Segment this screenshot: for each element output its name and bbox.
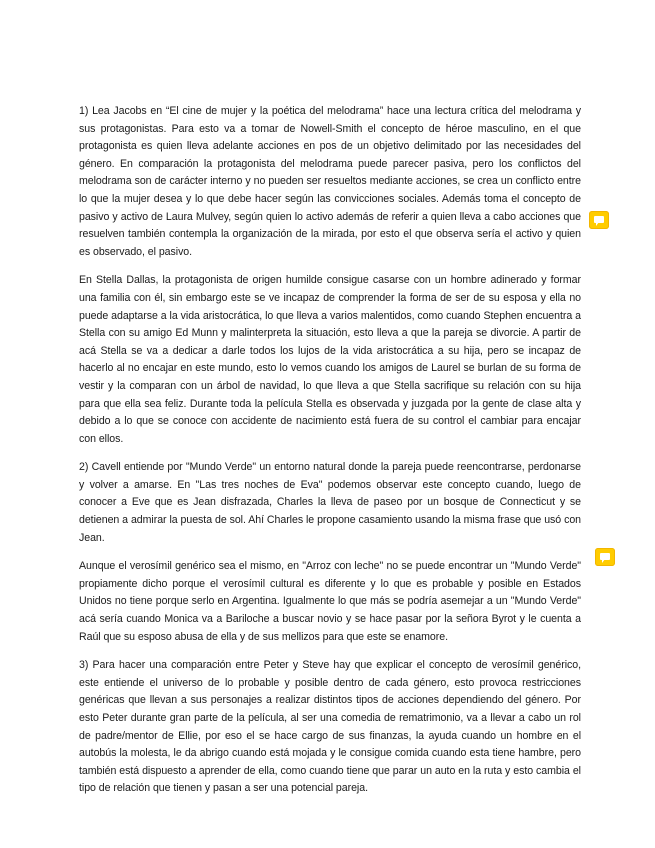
document-body xyxy=(79,103,581,809)
comment-icon[interactable] xyxy=(595,548,615,566)
paragraph-2: En Stella Dallas, la protagonista de origen humilde consigue casarse con un hombre adinerado y formar una familia con él, sin embargo este se ve incapaz de comprender la forma de ser de su esposa y ella no puede adaptarse a la vida aristocrática, lo que lleva a varios malentidos, como cuando Stephen encuentra a Stella con su amigo Ed Munn y malinterpreta la situación, esto lleva a que la pareja se divorcie. A partir de acá Stella se va a dedicar a darle todos los lujos de la vida aristocrática a su hija, pero se incapaz de hacerlo al no encajar en este mundo, esto lo vemos cuando los amigos de Laurel se burlan de su forma de vestir y la comparan con un árbol de navidad, lo que lleva a que Stella sacrifique su relación con su hija para que ella sea feliz. Durante toda la película Stella es observada y juzgada por la gente de clase alta y debido a lo que se conoce con accidente de nacimiento está fuera de su control el cambiar para encajar con ellos. xyxy=(79,274,581,445)
comment-icon[interactable] xyxy=(589,211,609,229)
paragraph-4: Aunque el verosímil genérico sea el mismo, en "Arroz con leche" no se puede encontrar un "Mundo Verde" propiamente dicho porque el verosímil cultural es diferente y lo que es probable y posible en Estados Unidos no tiene porque serlo en Argentina. Igualmente lo que más se podría asemejar a un "Mundo Verde" acá sería cuando Monica va a Bariloche a buscar novio y se hace pasar por la señora Byrot y le cuenta a Raúl que su esposo abusa de ella y de sus mellizos para que este se enamore. xyxy=(79,560,581,643)
paragraph-5: 3) Para hacer una comparación entre Peter y Steve hay que explicar el concepto de verosímil genérico, este entiende el universo de lo probable y posible dentro de cada género, esto provoca restricciones genéricas que llevan a sus personajes a realizar distintos tipos de acciones dependiendo del género. Por esto Peter durante gran parte de la película, al ser una comedia de rematrimonio, va a llevar a cabo un rol de padre/mentor de Ellie, por eso el se hace cargo de sus finanzas, la ayuda cuando un hombre en el autobús la molesta, le da abrigo cuando está mojada y le consigue comida cuando esta tiene hambre, pero también está dispuesto a aprender de ella, como cuando tiene que parar un auto en la ruta y esto cambia el tipo de relación que tienen y pasan a ser una potencial pareja. xyxy=(79,659,581,795)
paragraph-1: 1) Lea Jacobs en “El cine de mujer y la poética del melodrama” hace una lectura crítica del melodrama y sus protagonistas. Para esto va a tomar de Nowell-Smith el concepto de héroe masculino, en el que protagonista es quien lleva adelante acciones en pos de un objetivo delimitado por las necesidades del género. En comparación la protagonista del melodrama puede parecer pasiva, pero los conflictos del melodrama son de carácter interno y no pueden ser resueltos mediante acciones, se crea un conflicto entre lo que la mujer desea y lo que debe hacer según las convicciones sociales. Además toma el concepto de pasivo y activo de Laura Mulvey, según quien lo activo además de referir a quien lleva a cabo acciones que resuelven también contempla la organización de la mirada, por esto el que observa sería el activo y quien es observado, el pasivo. xyxy=(79,105,581,258)
paragraph-3: 2) Cavell entiende por "Mundo Verde" un entorno natural donde la pareja puede reencontrarse, perdonarse y volver a amarse. En "Las tres noches de Eva" podemos observar este concepto cuando, luego de conocer a Eve que es Jean disfrazada, Charles la lleva de paseo por un bosque de Connecticut y se detienen a admirar la puesta de sol. Ahí Charles le propone casamiento usando la misma frase que usó con Jean. xyxy=(79,461,581,544)
